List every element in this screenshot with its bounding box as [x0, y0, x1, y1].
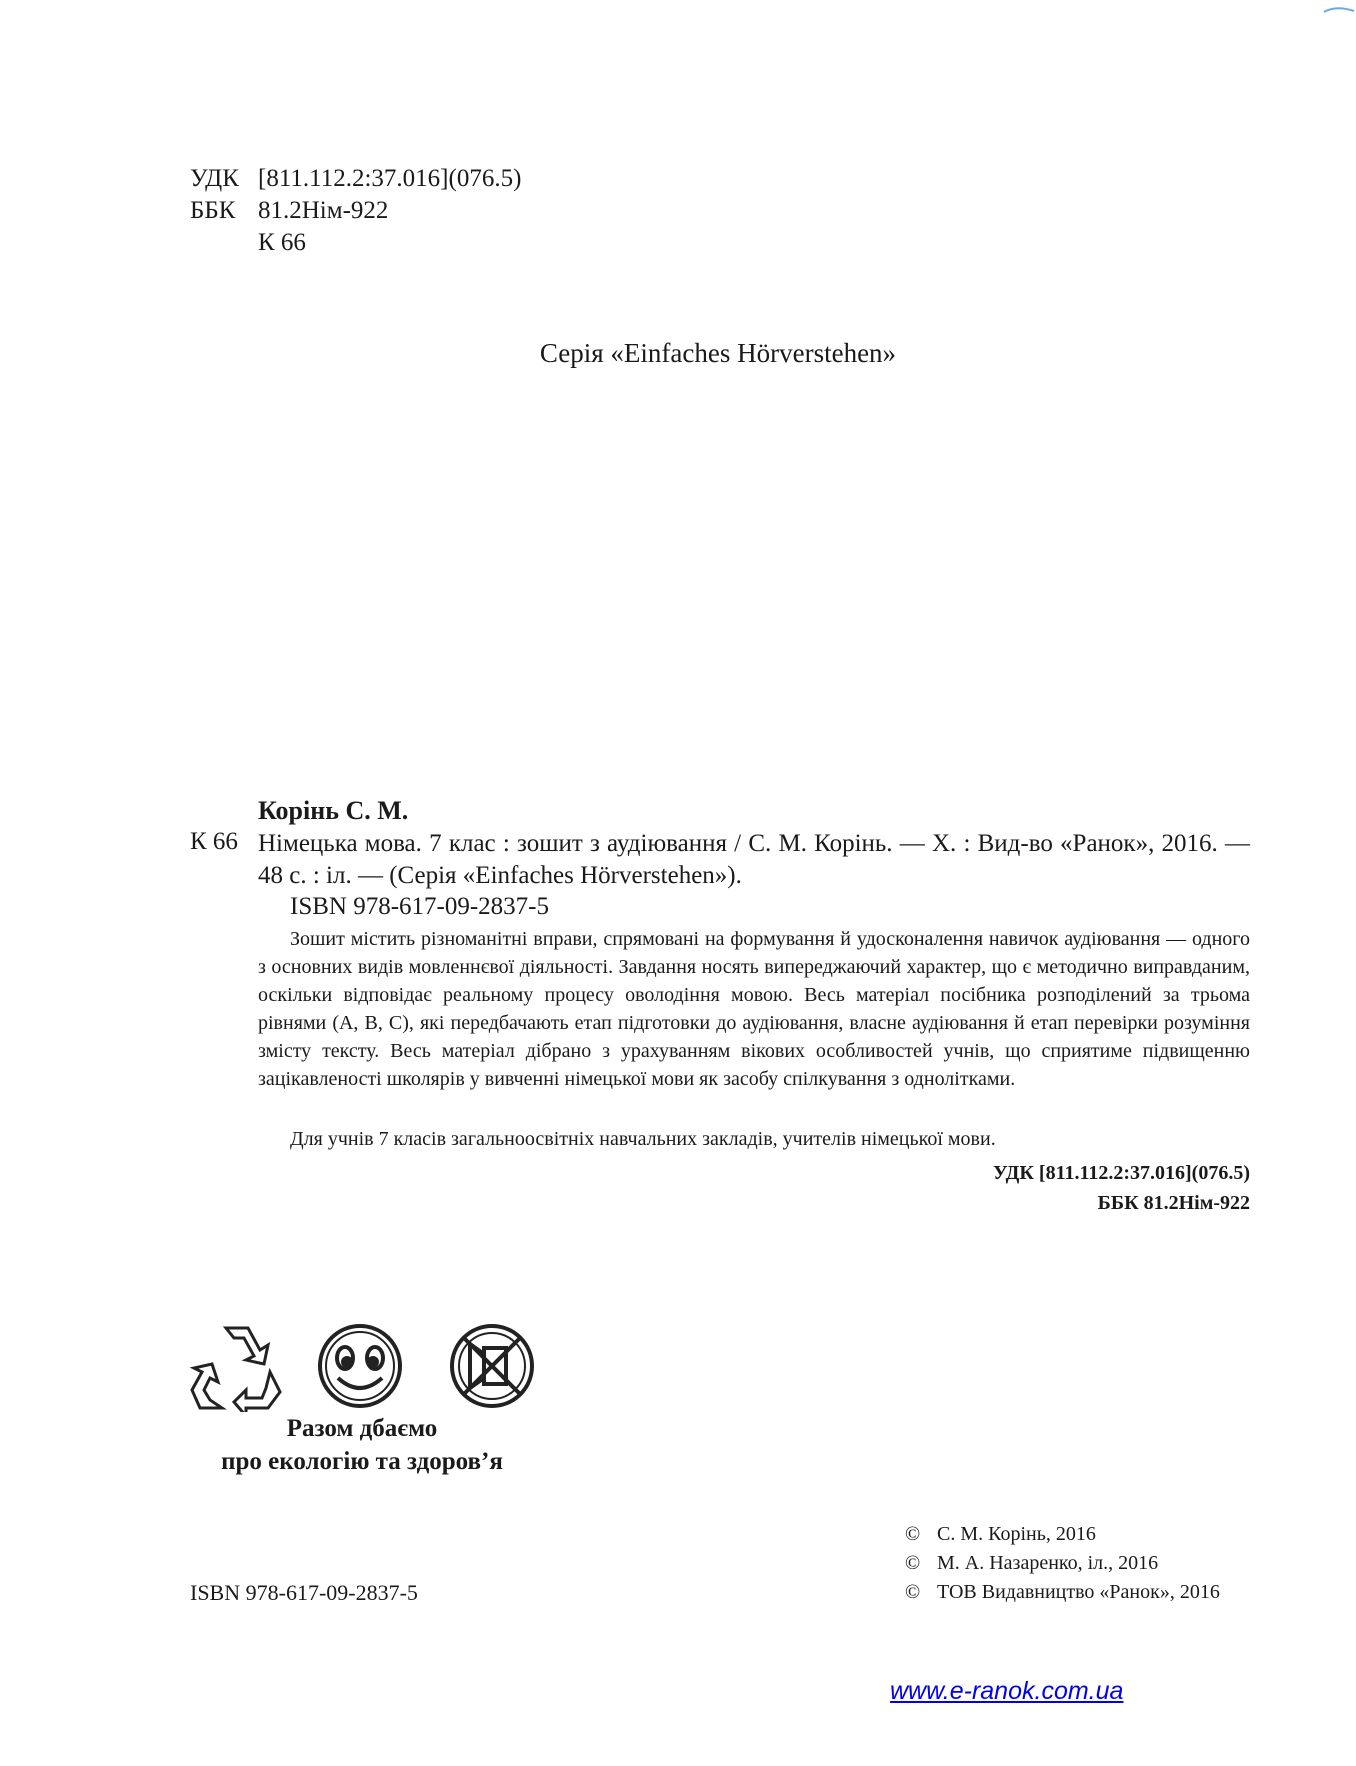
copyright-icon: © [905, 1552, 921, 1574]
record-udk: УДК [811.112.2:37.016](076.5) [992, 1162, 1250, 1184]
author-mark: К 66 [258, 229, 306, 256]
copyright-icon: © [905, 1581, 921, 1603]
classification-block [190, 163, 521, 259]
copyright-line: © С. М. Корінь, 2016 [905, 1520, 1220, 1549]
eco-slogan [182, 1412, 542, 1478]
smiley-icon [320, 1326, 400, 1406]
copyright-block [905, 1520, 1220, 1607]
copyright-icon: © [905, 1523, 921, 1545]
record-bbk: ББК 81.2Нім-922 [1097, 1192, 1250, 1214]
record-isbn: ISBN 978-617-09-2837-5 [290, 893, 550, 920]
eco-icons [188, 1320, 538, 1412]
website-link[interactable]: www.e-ranok.com.ua [890, 1677, 1124, 1705]
corner-mark [1316, 0, 1356, 10]
eco-slogan-line1: Разом дбаємо [286, 1415, 438, 1442]
recycle-icon [192, 1328, 280, 1412]
audience: Для учнів 7 класів загальноосвітніх навчальних закладів, учителів німецької мови. [290, 1128, 996, 1150]
no-chemicals-icon [452, 1326, 532, 1406]
record-code: К 66 [190, 828, 238, 855]
bbk-value: 81.2Нім-922 [258, 197, 389, 224]
bbk-label: ББК [190, 197, 236, 224]
series-title: Серія «Einfaches Hörverstehen» [539, 338, 897, 368]
annotation: Зошит містить різноманітні вправи, спрямовані на формування й удосконалення навичок аудіювання — одного з основних видів мовленнєвої діяльності. Завдання носять випереджаючий характер, що є методично виправданим, оскільки відповідає реальному процесу оволодіння мовою. Весь матеріал посібника розподілений за трьома рівнями (А, В, С), які передбачають етап підготовки до аудіювання, власне аудіювання й етап перевірки розуміння змісту тексту. Весь матеріал дібрано з урахуванням вікових особливостей учнів, що сприятиме підвищенню зацікавленості школярів у вивченні німецької мови як засобу спілкування з однолітками. [258, 928, 1250, 1090]
record-author: Корінь С. М. [258, 796, 409, 825]
copyright-line: © М. А. Назаренко, іл., 2016 [905, 1549, 1220, 1578]
eco-slogan-line2: про екологію та здоров’я [221, 1448, 503, 1475]
copyright-line: © ТОВ Видавництво «Ранок», 2016 [905, 1578, 1220, 1607]
udk-label: УДК [190, 165, 239, 192]
udk-value: [811.112.2:37.016](076.5) [258, 165, 522, 192]
isbn-bottom: ISBN 978-617-09-2837-5 [190, 1580, 418, 1605]
bibliographic-description: Німецька мова. 7 клас : зошит з аудіювання / С. М. Корінь. — Х. : Вид-во «Ранок», 2016. — 48 с. : іл. — (Серія «Einfaches Hörverstehen»). [258, 830, 1250, 889]
classification-right [993, 1158, 1250, 1218]
